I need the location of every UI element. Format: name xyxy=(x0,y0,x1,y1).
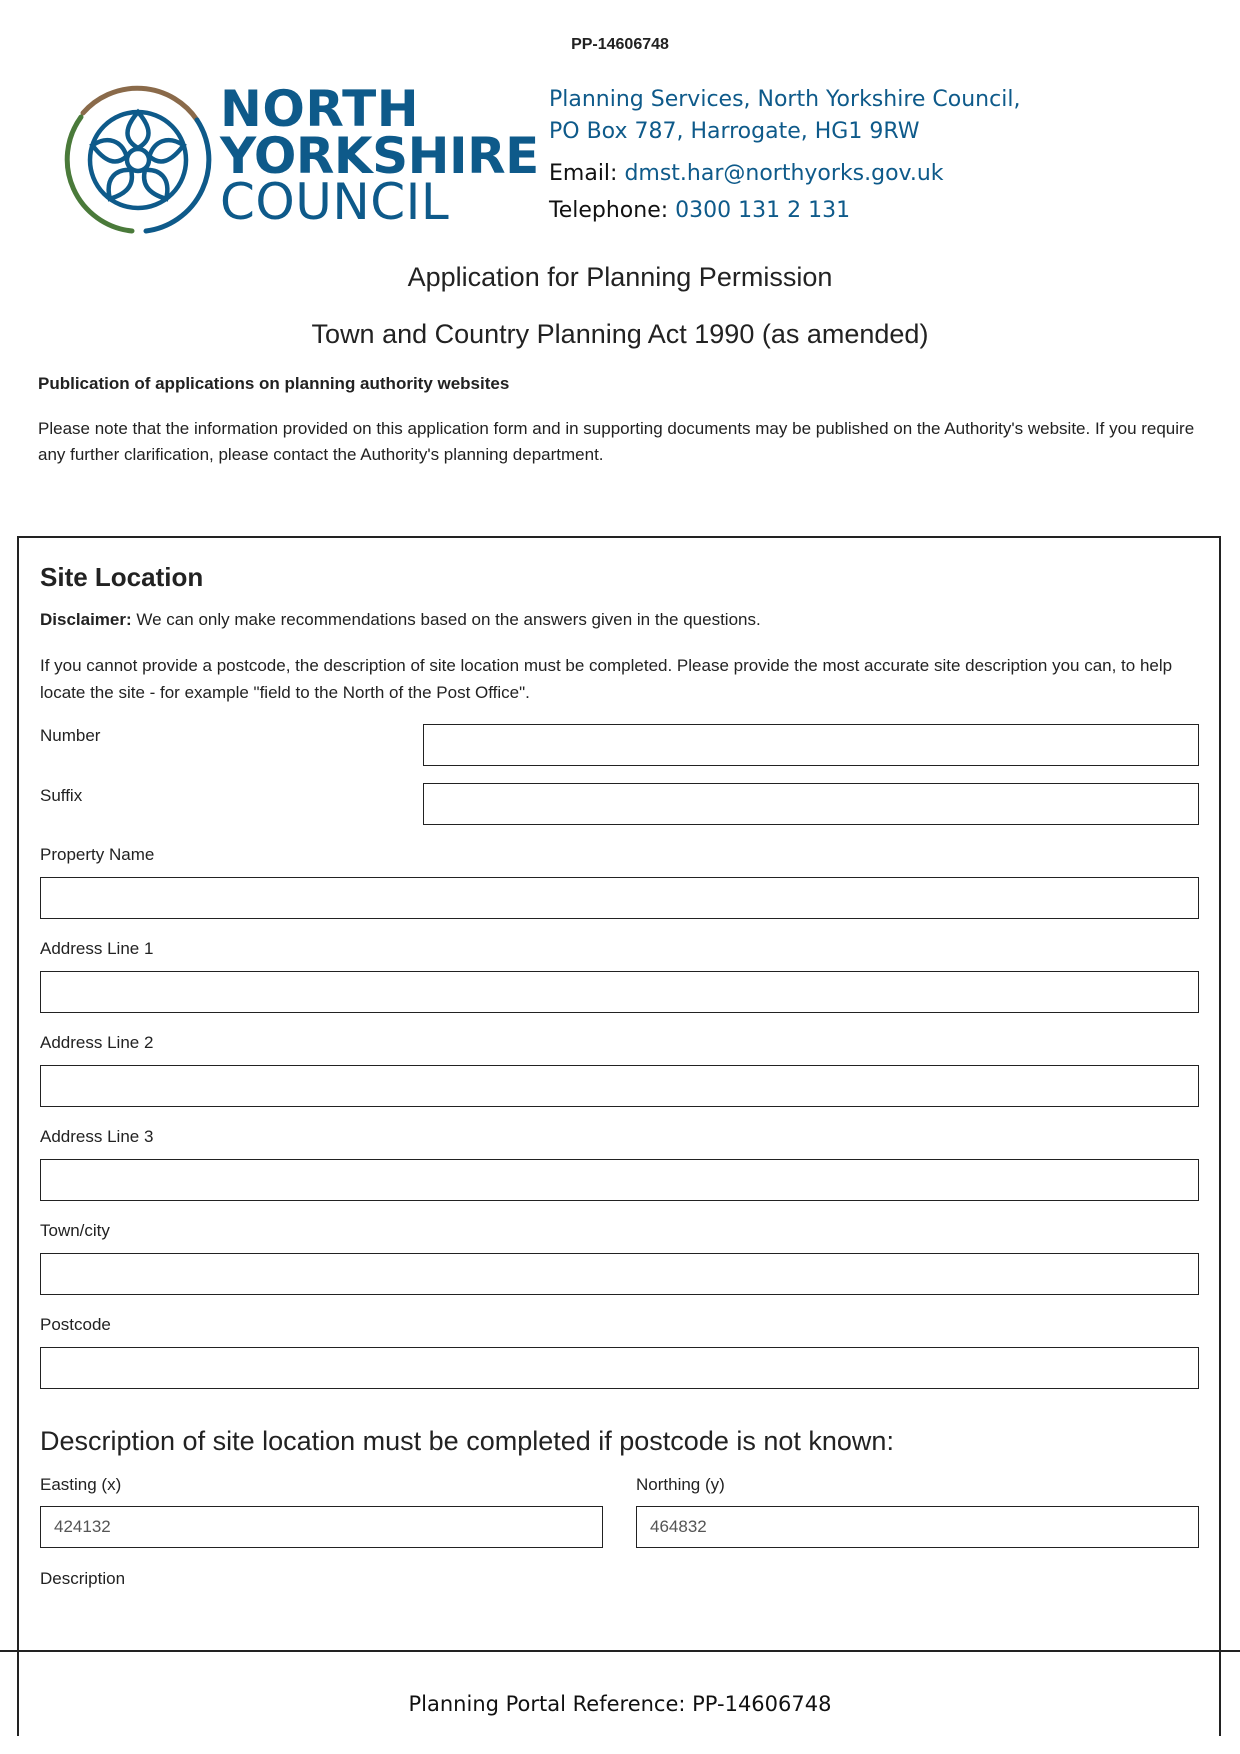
address-line1-input[interactable] xyxy=(40,971,1199,1013)
address-line3-input[interactable] xyxy=(40,1159,1199,1201)
logo-text-council: COUNCIL xyxy=(220,173,450,231)
contact-block xyxy=(549,84,1020,227)
logo-text-yorkshire: YORKSHIRE xyxy=(220,126,539,185)
rose-emblem-icon xyxy=(58,78,218,238)
northing-label: Northing (y) xyxy=(636,1475,725,1494)
number-label: Number xyxy=(40,726,101,745)
postcode-input[interactable] xyxy=(40,1347,1199,1389)
email-label: Email: xyxy=(549,161,618,186)
address-line1-label: Address Line 1 xyxy=(40,939,154,958)
easting-label: Easting (x) xyxy=(40,1475,122,1494)
address-line1: Planning Services, North Yorkshire Council, xyxy=(549,87,1021,112)
reference-number: PP-14606748 xyxy=(571,36,669,53)
town-input[interactable] xyxy=(40,1253,1199,1295)
postcode-label: Postcode xyxy=(40,1315,111,1334)
property-name-input[interactable] xyxy=(40,877,1199,919)
disclaimer xyxy=(40,610,761,630)
footer-reference: Planning Portal Reference: PP-14606748 xyxy=(408,1692,832,1716)
publication-note: Please note that the information provided on this application form and in supporting documents may be published on the Authority's website. If you require any further clarification, please contact the Authority's planning department. xyxy=(38,419,1195,464)
site-hint: If you cannot provide a postcode, the description of site location must be completed. Please provide the most accurate site description you can, to help locate the site - for example "field to the North of the Post Office". xyxy=(40,656,1173,702)
section-title: Site Location xyxy=(40,562,204,592)
phone-label: Telephone: xyxy=(549,198,669,223)
suffix-label: Suffix xyxy=(40,786,83,805)
address-line2-label: Address Line 2 xyxy=(40,1033,154,1052)
coordinates-heading: Description of site location must be completed if postcode is not known: xyxy=(40,1426,894,1456)
suffix-input[interactable] xyxy=(423,783,1199,825)
easting-input[interactable]: 424132 xyxy=(40,1506,603,1548)
town-label: Town/city xyxy=(40,1221,110,1240)
number-input[interactable] xyxy=(423,724,1199,766)
page-subtitle: Town and Country Planning Act 1990 (as amended) xyxy=(311,319,929,349)
publication-heading: Publication of applications on planning authority websites xyxy=(38,374,510,393)
site-location-panel xyxy=(17,536,1221,1736)
council-logo xyxy=(58,78,539,238)
property-name-label: Property Name xyxy=(40,845,155,864)
email-link[interactable]: dmst.har@northyorks.gov.uk xyxy=(624,161,944,186)
disclaimer-text: We can only make recommendations based on the answers given in the questions. xyxy=(131,610,761,629)
description-label: Description xyxy=(40,1569,126,1588)
northing-input[interactable]: 464832 xyxy=(636,1506,1199,1548)
phone-number[interactable]: 0300 131 2 131 xyxy=(675,198,851,223)
footer-divider xyxy=(0,1650,1240,1652)
address-line2-input[interactable] xyxy=(40,1065,1199,1107)
address-line3-label: Address Line 3 xyxy=(40,1127,154,1146)
page-title: Application for Planning Permission xyxy=(407,262,833,292)
disclaimer-label: Disclaimer: xyxy=(40,610,132,629)
address-line2: PO Box 787, Harrogate, HG1 9RW xyxy=(549,119,920,144)
logo-text-north: NORTH xyxy=(220,80,420,138)
